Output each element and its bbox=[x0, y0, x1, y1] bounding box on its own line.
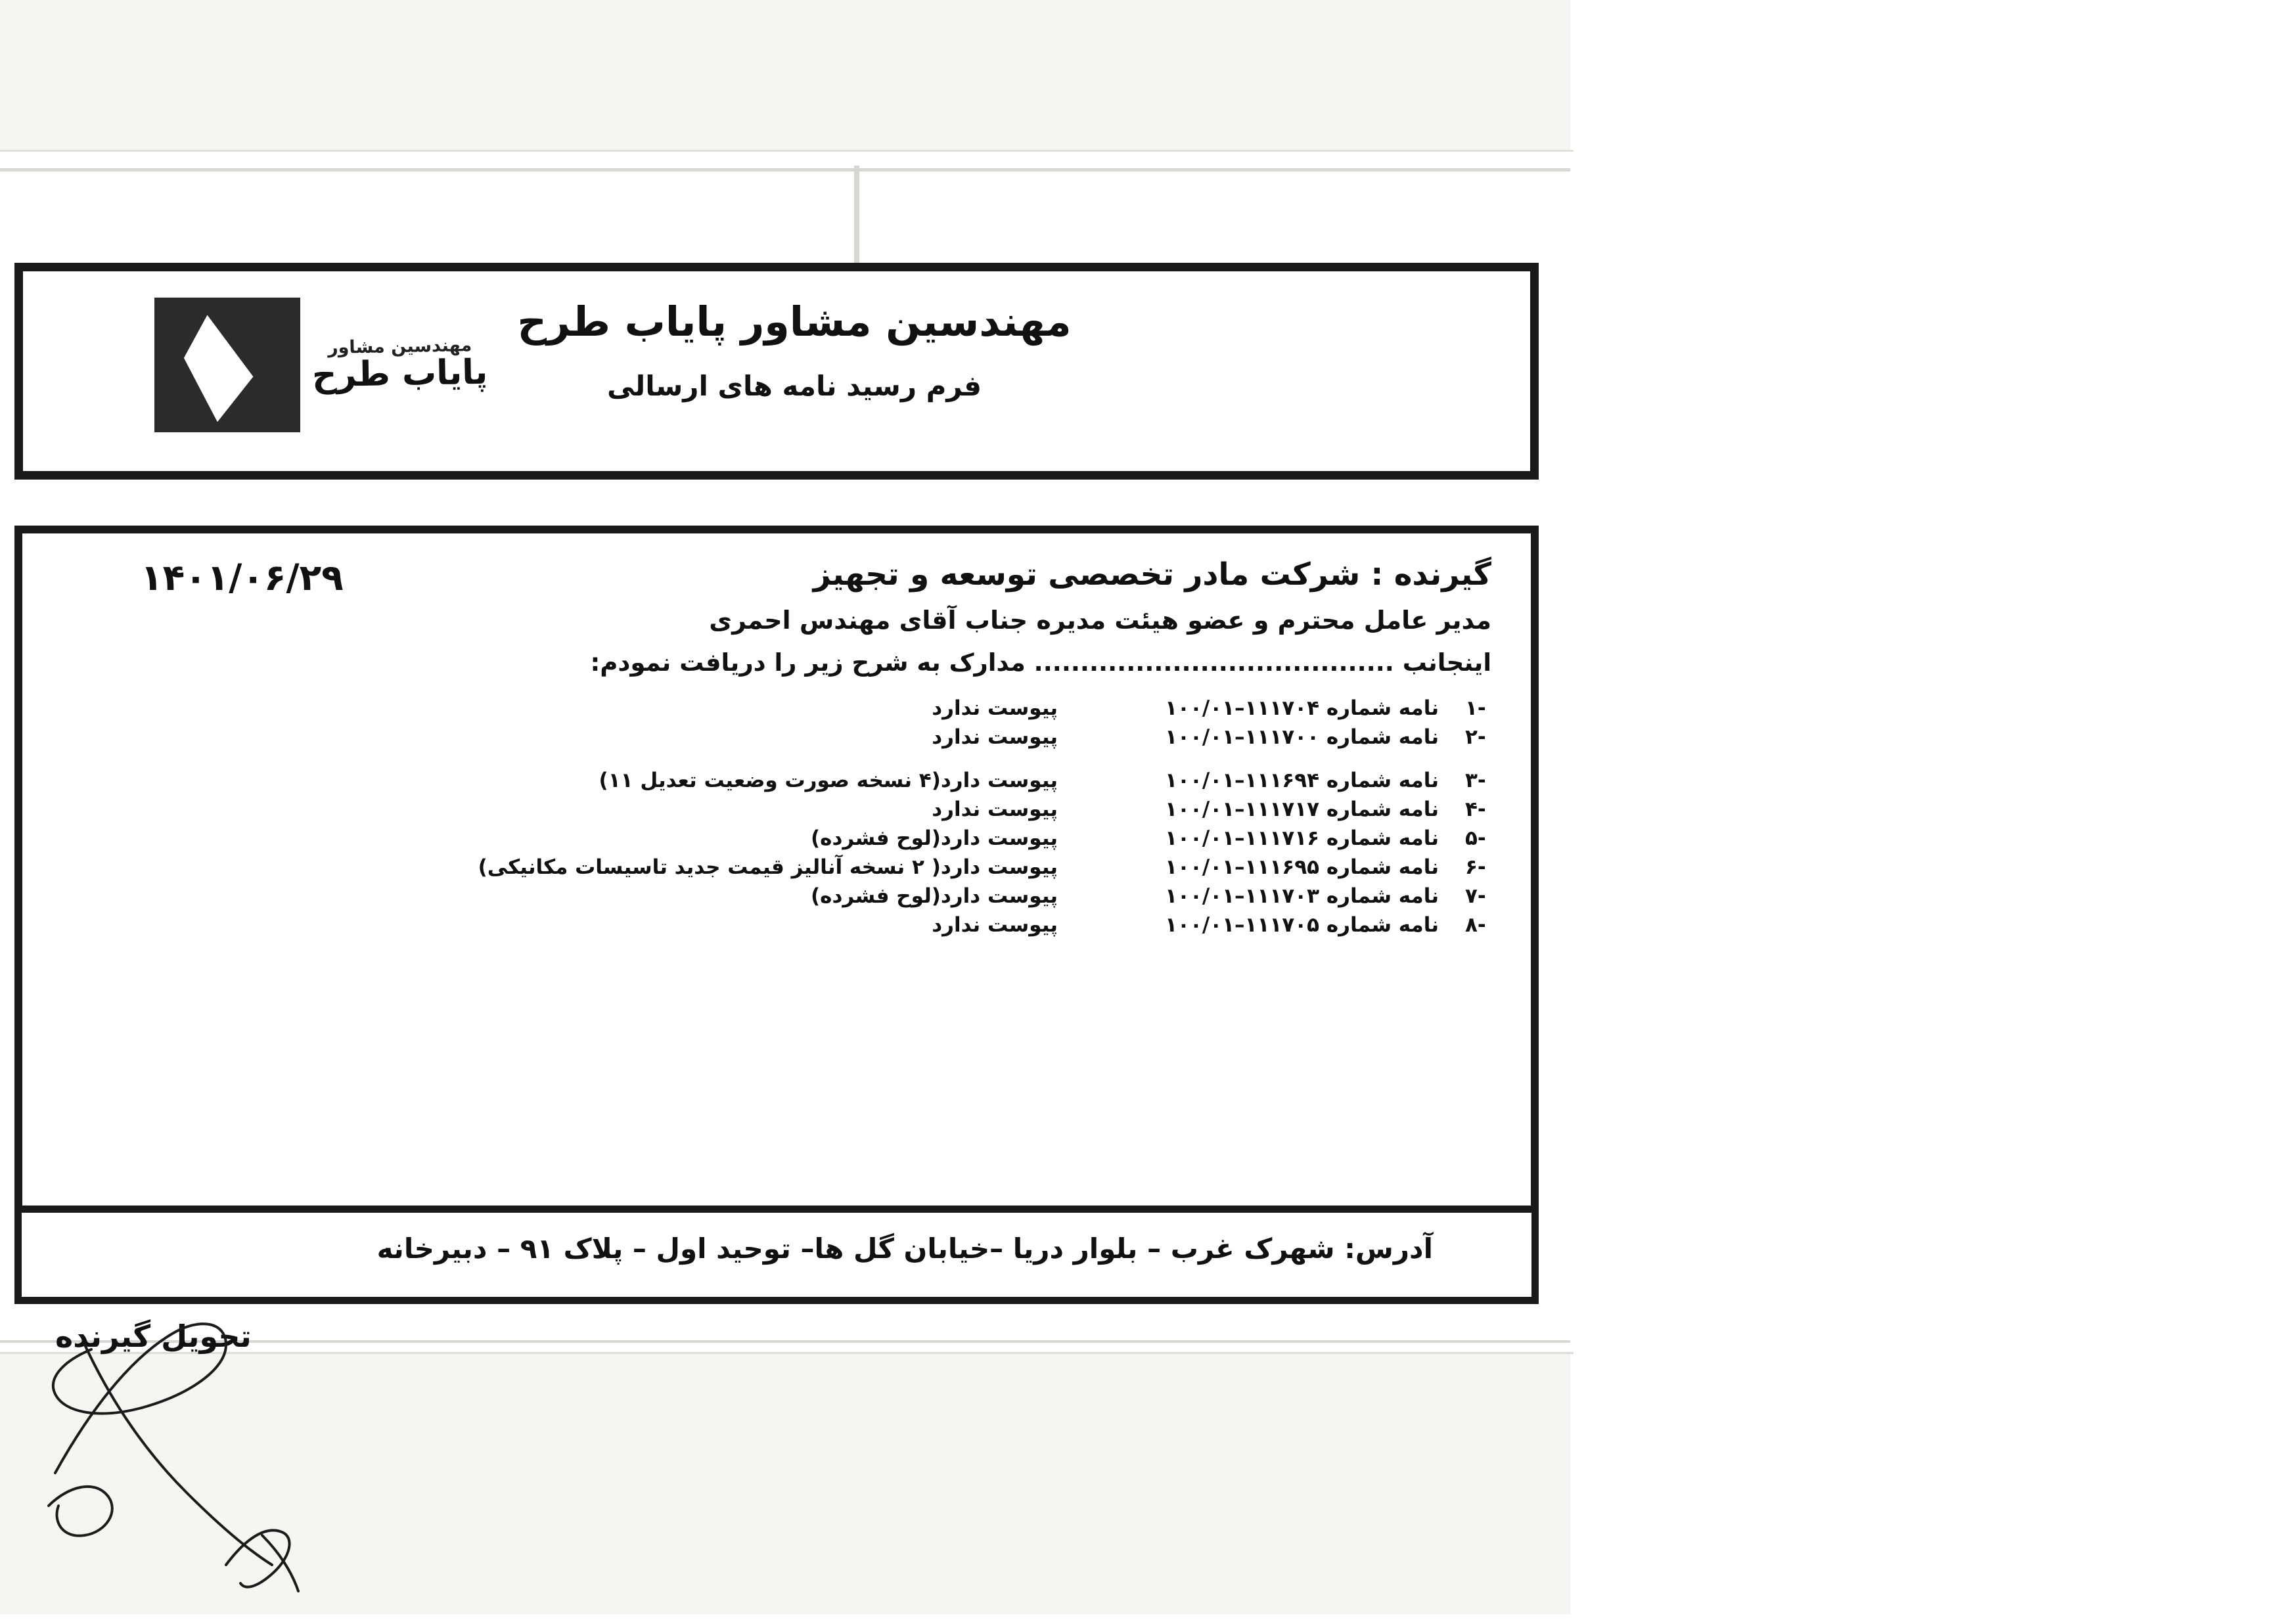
document-date: ۱۴۰۱/۰۶/۲۹ bbox=[141, 556, 344, 598]
row-attachment: پیوست دارد( ۲ نسخه آنالیز قیمت جدید تاسیسات مکانیکی) bbox=[478, 855, 1058, 879]
row-index: ۵- bbox=[1465, 826, 1486, 850]
row-attachment: پیوست ندارد bbox=[932, 913, 1058, 937]
paper-crease bbox=[854, 166, 859, 271]
row-index: ۱- bbox=[1465, 696, 1486, 720]
list-item bbox=[309, 855, 1491, 884]
row-letter-number: نامه شماره ۱۱۱۷۰۵–۱۰۰/۰۱ bbox=[1165, 913, 1439, 937]
letters-list bbox=[309, 696, 1491, 942]
row-index: ۴- bbox=[1465, 798, 1486, 821]
document-footer bbox=[14, 1206, 1539, 1304]
logo-big-text: پایاب طرح bbox=[311, 353, 488, 395]
delivery-receiver-label: تحویل گیرنده bbox=[55, 1319, 252, 1354]
row-letter-number: نامه شماره ۱۱۱۷۰۴–۱۰۰/۰۱ bbox=[1165, 696, 1439, 720]
address-line: آدرس: شهرک غرب – بلوار دریا –خیابان گل ها– توحید اول – پلاک ۹۱ – دبیرخانه bbox=[376, 1232, 1433, 1265]
row-letter-number: نامه شماره ۱۱۱۷۱۷–۱۰۰/۰۱ bbox=[1165, 798, 1439, 821]
logo-small-text: مهندسین مشاور bbox=[327, 335, 472, 358]
row-attachment: پیوست دارد(۴ نسخه صورت وضعیت تعدیل ۱۱) bbox=[599, 769, 1058, 792]
row-index: ۷- bbox=[1465, 884, 1486, 908]
row-letter-number: نامه شماره ۱۱۱۷۱۶–۱۰۰/۰۱ bbox=[1165, 826, 1439, 850]
document-header bbox=[14, 263, 1539, 480]
row-index: ۸- bbox=[1465, 913, 1486, 937]
declaration-text: اینجانب ....................................... مدارک به شرح زیر را دریافت نمودم: bbox=[590, 648, 1491, 677]
recipient-role: مدیر عامل محترم و عضو هیئت مدیره جناب آقای مهندس احمری bbox=[709, 606, 1491, 635]
row-attachment: پیوست ندارد bbox=[932, 798, 1058, 821]
row-index: ۲- bbox=[1465, 725, 1486, 749]
paper-top-edge bbox=[0, 150, 1574, 168]
paper-crease-horizontal bbox=[0, 168, 1570, 171]
row-index: ۳- bbox=[1465, 769, 1486, 792]
form-subtitle: فرم رسید نامه های ارسالی bbox=[606, 370, 982, 402]
row-letter-number: نامه شماره ۱۱۱۷۰۳–۱۰۰/۰۱ bbox=[1165, 884, 1439, 908]
list-item bbox=[309, 769, 1491, 798]
row-letter-number: نامه شماره ۱۱۱۷۰۰–۱۰۰/۰۱ bbox=[1165, 725, 1439, 749]
document-body bbox=[14, 526, 1539, 1354]
logo-mark-icon bbox=[154, 298, 300, 432]
row-letter-number: نامه شماره ۱۱۱۶۹۵–۱۰۰/۰۱ bbox=[1165, 855, 1439, 879]
company-title: مهندسین مشاور پایاب طرح bbox=[517, 298, 1072, 346]
company-logo bbox=[154, 298, 487, 432]
list-item bbox=[309, 884, 1491, 913]
list-item bbox=[309, 798, 1491, 826]
row-attachment: پیوست ندارد bbox=[932, 725, 1058, 749]
recipient-name: گیرنده : شرکت مادر تخصصی توسعه و تجهیز bbox=[813, 556, 1491, 593]
row-attachment: پیوست دارد(لوح فشرده) bbox=[811, 826, 1058, 850]
row-index: ۶- bbox=[1465, 855, 1486, 879]
row-attachment: پیوست دارد(لوح فشرده) bbox=[811, 884, 1058, 908]
scan-margin-right bbox=[1570, 0, 2289, 1614]
list-item bbox=[309, 725, 1491, 754]
list-item bbox=[309, 826, 1491, 855]
list-item bbox=[309, 913, 1491, 942]
row-attachment: پیوست ندارد bbox=[932, 696, 1058, 720]
logo-text bbox=[311, 335, 488, 395]
row-letter-number: نامه شماره ۱۱۱۶۹۴–۱۰۰/۰۱ bbox=[1165, 769, 1439, 792]
list-item bbox=[309, 696, 1491, 725]
